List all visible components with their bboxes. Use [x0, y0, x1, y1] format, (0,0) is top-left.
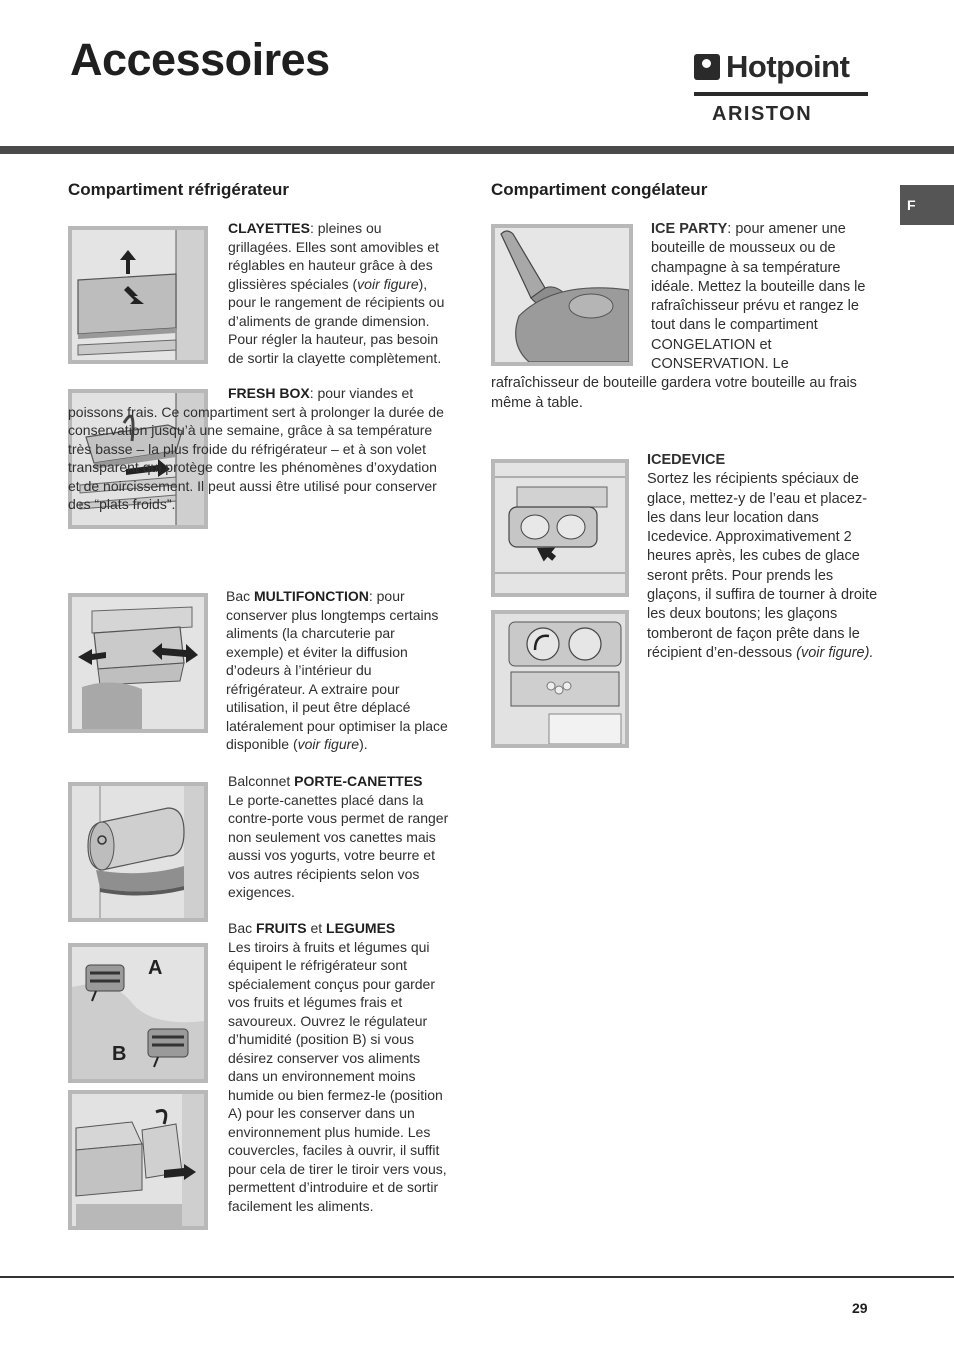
logo-divider	[694, 92, 868, 96]
freshbox-text: : pour viandes et poissons frais. Ce compartiment sert à prolonger la durée de conservation jusqu’à une semaine, grâce à sa température très basse – la plus froide du réfrigérateur – et à son volet transparent qui protège contre les phénomènes d’oxydation et de noircissement. Il peut aussi être utilisé pour conserver des “plats froids”.	[68, 385, 444, 512]
icedevice-trays-illustration	[491, 459, 629, 597]
shelves-drawing	[72, 230, 204, 360]
legumes-label: LEGUMES	[326, 920, 396, 936]
multifonction-text-part2: ).	[359, 736, 368, 752]
multifunction-bin-illustration	[68, 593, 208, 733]
canettes-description	[228, 772, 450, 902]
clayettes-see-figure: voir figure	[357, 275, 419, 292]
fruits-conjunction: et	[306, 920, 327, 936]
multifonction-prefix: Bac	[226, 588, 255, 604]
logo-subtitle: ARISTON	[712, 103, 813, 125]
crisper-drawer-illustration	[68, 1090, 208, 1230]
icedevice-trays-drawing	[495, 463, 625, 593]
can-holder-illustration	[68, 782, 208, 922]
ice-party-label: ICE PARTY	[651, 221, 728, 237]
header-divider	[0, 146, 954, 154]
position-b-label: B	[112, 1043, 127, 1065]
clayettes-text-part2: ), pour le rangement de récipients ou d’aliments de grande dimension. Pour régler la hauteur, pas besoin de sortir la clayette complètement.	[228, 275, 445, 366]
logo-name: Hotpoint	[726, 49, 850, 84]
can-holder-drawing	[72, 786, 204, 918]
icedevice-text: Sortez les récipients spéciaux de glace, mettez-y de l’eau et placez-les dans leur location dans Icedevice. Approximativement 2 heures après, les cubes de glace seront prêts. Pour prends les glaçons, il suffira de tourner à droite les deux boutons; les glaçons tomberont de façon prête dans le récipient d’en-dessous	[647, 471, 878, 661]
multifonction-text-part1: : pour conserver plus longtemps certains aliments (la charcuterie par exemple) et éviter la diffusion d’odeurs à l’intérieur du réfrigérateur. A extraire pour utilisation, il peut être déplacé latéralement pour optimiser la place disponible (	[226, 588, 448, 752]
canettes-prefix: Balconnet	[228, 773, 295, 789]
crisper-drawer-drawing	[72, 1094, 204, 1226]
fruits-prefix: Bac	[228, 920, 257, 936]
canettes-label: PORTE-CANETTES	[294, 773, 423, 789]
icedevice-knobs-illustration	[491, 610, 629, 748]
ice-party-figure-spacer	[491, 220, 651, 373]
page-title: Accessoires	[70, 34, 330, 85]
fruits-text: Les tiroirs à fruits et légumes qui équipent le réfrigérateur sont spécialement conçus pour garder vos fruits et légumes frais et savoureux. Ouvrez le régulateur d’humidité (position B) si vous désirez conserver vos aliments dans un environnement moins humide ou bien fermez-le (position A) pour les conserver dans un environnement plus humide. Les couvercles, faciles à ouvrir, il suffit pour cela de tirer le tiroir vers vous, permettent d’introduire et de sortir facilement les aliments.	[228, 938, 447, 1214]
multifonction-see-figure: voir figure	[297, 736, 360, 752]
freshbox-description	[68, 384, 446, 514]
ice-party-text: : pour amener une bouteille de mousseux ou de champagne à sa température idéale. Mettez la bouteille dans le rafraîchisseur prévu et rangez le tout dans le compartiment CONGELATION et CONSERVATION. Le rafraîchisseur de bouteille gardera votre bouteille au frais même à table.	[491, 221, 866, 411]
shelves-illustration	[68, 226, 208, 364]
multifonction-description	[226, 587, 448, 754]
page-number: 29	[852, 1300, 868, 1316]
freshbox-label: FRESH BOX	[228, 385, 310, 401]
icedevice-see-figure: (voir figure).	[796, 644, 874, 661]
logo-mark-icon	[694, 54, 720, 80]
footer-divider	[0, 1276, 954, 1278]
canettes-text: Le porte-canettes placé dans la contre-porte vous permet de ranger non seulement vos canettes mais aussi vos yogurts, votre beurre et vos autres récipients selon vos exigences.	[228, 791, 449, 900]
position-a-label: A	[148, 957, 163, 979]
humidity-regulator-illustration	[68, 943, 208, 1083]
clayettes-description	[228, 219, 448, 367]
icedevice-label: ICEDEVICE	[647, 452, 726, 468]
section-heading-refrigerator: Compartiment réfrigérateur	[68, 180, 290, 199]
icedevice-knobs-drawing	[495, 614, 625, 744]
section-heading-freezer: Compartiment congélateur	[491, 180, 708, 199]
multifonction-label: MULTIFONCTION	[254, 588, 369, 604]
language-tab: F	[900, 185, 954, 225]
brand-logo	[694, 49, 868, 125]
clayettes-label: CLAYETTES	[228, 220, 310, 236]
ice-party-description	[491, 220, 871, 413]
humidity-regulator-drawing	[72, 947, 204, 1079]
fruits-description	[228, 919, 450, 1215]
multifunction-bin-drawing	[72, 597, 204, 729]
clayettes-text-part1: : pleines ou grillagées. Elles sont amovibles et réglables en hauteur grâce à des glissières spéciales (	[228, 220, 439, 292]
icedevice-description	[647, 451, 879, 663]
fruits-label: FRUITS	[256, 920, 307, 936]
